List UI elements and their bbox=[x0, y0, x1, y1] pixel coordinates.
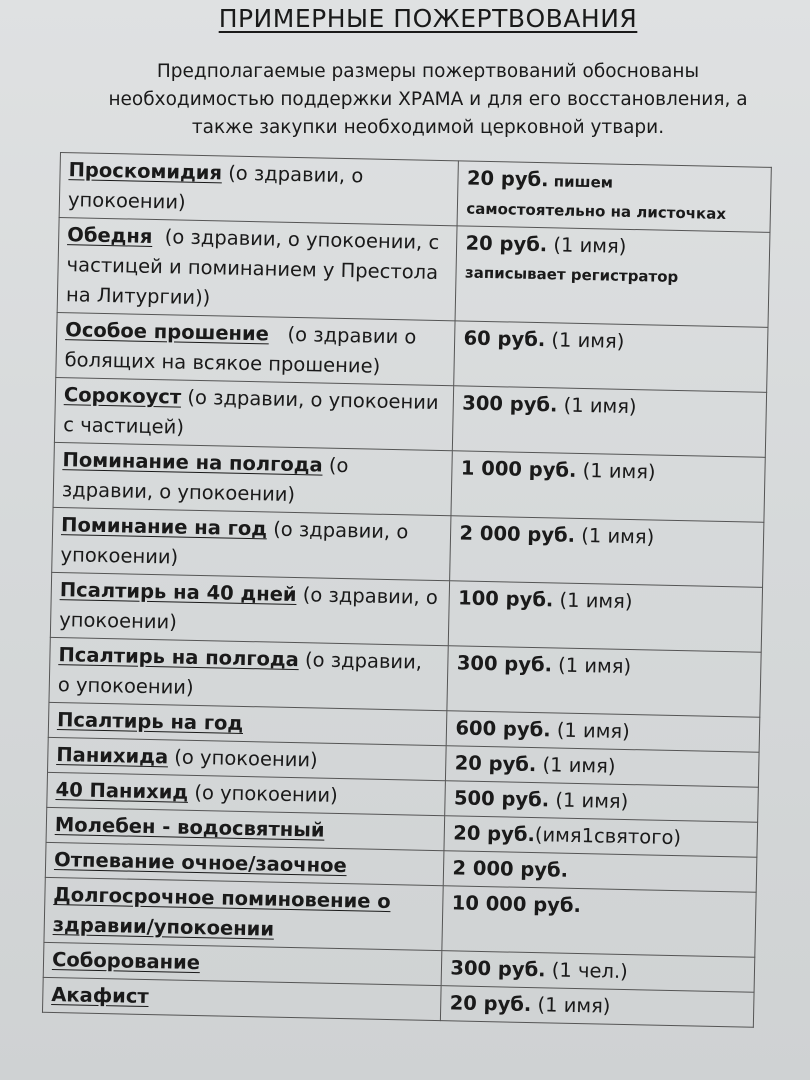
price-amount: 60 руб. bbox=[463, 326, 546, 352]
price-cell bbox=[442, 886, 756, 958]
price-unit: (1 имя) bbox=[557, 393, 637, 419]
price-unit: (1 чел.) bbox=[545, 958, 629, 984]
service-cell bbox=[49, 637, 449, 710]
service-name: Псалтирь на полгода bbox=[58, 643, 300, 672]
price-cell bbox=[457, 161, 771, 233]
service-description: (о упокоении) bbox=[167, 745, 318, 772]
service-description: (о упокоении) bbox=[187, 780, 338, 807]
service-name: Псалтирь на год bbox=[56, 708, 244, 735]
price-note: пишем bbox=[548, 172, 614, 192]
price-unit: (1 имя) bbox=[536, 753, 616, 778]
price-cell bbox=[450, 516, 764, 588]
price-unit: (1 имя) bbox=[548, 788, 629, 814]
service-name: Соборование bbox=[51, 948, 201, 975]
price-unit: (1 имя) bbox=[576, 458, 656, 484]
service-description: (о здравии, о упокоении, с частицей и поминанием у Престола на Литургии)) bbox=[65, 224, 446, 310]
price-amount: 2 000 руб. bbox=[452, 856, 569, 882]
price-amount: 500 руб. bbox=[453, 786, 550, 812]
service-name: Долгосрочное поминовение о здравии/упокоении bbox=[52, 883, 391, 941]
price-unit: (1 имя) bbox=[531, 993, 611, 1018]
price-note: самостоятельно на листочках bbox=[466, 199, 727, 223]
service-description: (о здравии о болящих на всякое прошение) bbox=[64, 322, 423, 378]
intro-line: также закупки необходимой церковной утвари. bbox=[191, 117, 665, 138]
service-cell bbox=[57, 217, 457, 320]
price-amount: 20 руб. bbox=[454, 751, 537, 777]
service-name: 40 Панихид bbox=[55, 778, 189, 804]
service-name: Поминание на полгода bbox=[62, 448, 323, 477]
table-row bbox=[57, 217, 770, 327]
service-name: Панихида bbox=[56, 743, 169, 769]
service-name: Особое прошение bbox=[65, 318, 270, 346]
price-cell bbox=[447, 646, 761, 718]
price-amount: 10 000 руб. bbox=[451, 891, 582, 918]
price-amount: 20 руб. bbox=[453, 821, 536, 847]
price-amount: 600 руб. bbox=[455, 716, 551, 742]
price-unit: (1 имя) bbox=[546, 233, 627, 258]
price-amount: 300 руб. bbox=[456, 651, 553, 677]
service-name: Псалтирь на 40 дней bbox=[59, 578, 297, 607]
price-note: записывает регистратор bbox=[464, 263, 679, 286]
service-name: Молебен - водосвятный bbox=[54, 813, 325, 842]
price-unit: (1 имя) bbox=[574, 523, 655, 549]
service-description: (о здравии, о упокоении) bbox=[60, 517, 415, 569]
page-title: ПРИМЕРНЫЕ ПОЖЕРТВОВАНИЯ bbox=[218, 4, 638, 33]
service-description: (о здравии, о упокоении с частицей) bbox=[63, 385, 446, 439]
service-name: Акафист bbox=[51, 983, 149, 1009]
price-amount: 20 руб. bbox=[449, 991, 532, 1017]
price-cell bbox=[449, 581, 763, 653]
service-name: Проскомидия bbox=[68, 158, 223, 185]
price-unit: (1 имя) bbox=[544, 328, 625, 353]
service-cell bbox=[56, 312, 456, 385]
price-amount: 1 000 руб. bbox=[460, 456, 577, 482]
price-cell bbox=[455, 226, 769, 328]
price-amount: 300 руб. bbox=[462, 391, 558, 417]
service-description: (о здравии, о упокоении) bbox=[67, 161, 370, 214]
service-description: (о здравии, о упокоении) bbox=[57, 648, 429, 699]
intro-line: Предполагаемые размеры пожертвований обоснованы bbox=[156, 61, 700, 82]
price-amount: 100 руб. bbox=[457, 586, 554, 612]
price-amount: 20 руб. bbox=[465, 231, 548, 257]
service-cell bbox=[50, 572, 450, 645]
service-name: Поминание на год bbox=[60, 513, 268, 541]
service-cell bbox=[59, 153, 459, 226]
price-cell bbox=[451, 451, 765, 523]
intro-line: необходимостью поддержки ХРАМА и для его восстановления, а bbox=[108, 89, 748, 110]
intro-paragraph bbox=[0, 58, 810, 142]
donations-table bbox=[42, 152, 772, 1028]
price-amount: 2 000 руб. bbox=[459, 521, 576, 547]
service-name: Отпевание очное/заочное bbox=[53, 848, 347, 878]
price-cell bbox=[453, 386, 767, 458]
price-unit: (1 имя) bbox=[553, 588, 633, 614]
service-cell bbox=[42, 977, 441, 1020]
service-description: (о здравии, о упокоении) bbox=[58, 583, 445, 634]
price-cell bbox=[454, 321, 768, 393]
service-name: Сорокоуст bbox=[63, 383, 182, 409]
service-cell bbox=[52, 507, 452, 580]
service-description: (о здравии, о упокоении) bbox=[61, 453, 355, 506]
service-cell bbox=[44, 877, 444, 950]
price-cell bbox=[441, 986, 754, 1028]
price-amount: 20 руб. bbox=[466, 166, 549, 192]
service-cell bbox=[54, 377, 454, 450]
price-unit: (1 имя) bbox=[550, 718, 630, 744]
service-cell bbox=[53, 442, 453, 515]
price-amount: 300 руб. bbox=[450, 956, 546, 982]
service-name: Обедня bbox=[67, 223, 153, 248]
price-unit: (1 имя) bbox=[551, 653, 632, 679]
price-unit: (имя1святого) bbox=[534, 823, 682, 850]
